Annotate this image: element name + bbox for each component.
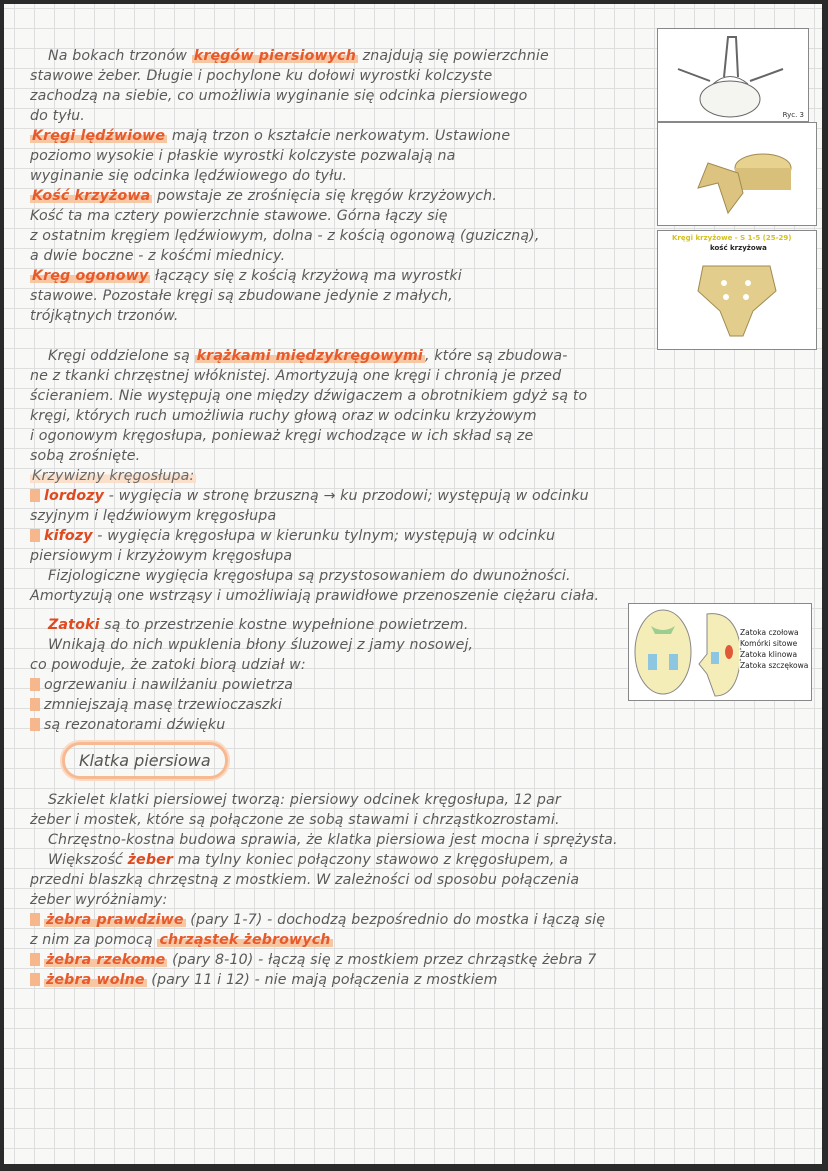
text-line xyxy=(30,106,549,126)
text-segment: a dwie boczne - z kośćmi miednicy. xyxy=(30,248,286,264)
key-term: lordozy xyxy=(44,488,105,504)
text-line xyxy=(30,186,549,206)
text-line xyxy=(30,206,549,226)
text-line xyxy=(30,910,618,930)
text-segment: ma tylny koniec połączony stawowo z kręgosłupem, a xyxy=(173,852,569,868)
text-line xyxy=(30,126,549,146)
text-line xyxy=(30,950,618,970)
text-line xyxy=(30,306,549,326)
sacrum-image xyxy=(657,230,817,350)
section-sinuses xyxy=(30,615,473,735)
text-segment: - wygięcia w stronę brzuszną → ku przodowi; występują w odcinku xyxy=(104,488,589,504)
bullet-marker xyxy=(30,678,40,691)
vertebra-drawing xyxy=(658,29,808,121)
lumbar-vertebra-image xyxy=(657,122,817,226)
text-line xyxy=(30,586,599,606)
text-line xyxy=(30,635,473,655)
text-segment: Fizjologiczne wygięcia kręgosłupa są przystosowaniem do dwunożności. xyxy=(48,568,571,584)
highlighted-term: Kość krzyżowa xyxy=(32,188,151,204)
bullet-marker xyxy=(30,698,40,711)
text-line xyxy=(30,246,549,266)
highlighted-term: żebra rzekome xyxy=(46,952,166,968)
text-segment: łączący się z kością krzyżową ma wyrostki xyxy=(150,268,462,284)
text-line xyxy=(30,970,618,990)
text-segment: z nim za pomocą xyxy=(30,932,158,948)
text-segment: żeber i mostek, które są połączone ze sobą stawami i chrząstkozrostami. xyxy=(30,812,560,828)
bullet-marker xyxy=(30,529,40,542)
text-line xyxy=(30,346,599,366)
text-segment: mają trzon o kształcie nerkowatym. Ustawione xyxy=(167,128,511,144)
text-line xyxy=(30,870,618,890)
bullet-marker xyxy=(30,953,40,966)
text-segment: ścieraniem. Nie występują one między dźwigaczem a obrotnikiem gdyż są to xyxy=(30,388,588,404)
text-line xyxy=(30,366,599,386)
text-line xyxy=(30,86,549,106)
text-line xyxy=(30,46,549,66)
text-segment: kręgi, których ruch umożliwia ruchy głową oraz w odcinku krzyżowym xyxy=(30,408,537,424)
text-segment: Kręgi oddzielone są xyxy=(48,348,195,364)
text-line xyxy=(30,226,549,246)
sacrum-title: Kręgi krzyżowe - S 1-5 (25-29) xyxy=(672,234,792,242)
text-segment: żeber wyróżniamy: xyxy=(30,892,168,908)
text-segment: przedni blaszką chrzęstną z mostkiem. W zależności od sposobu połączenia xyxy=(30,872,580,888)
bullet-marker xyxy=(30,489,40,502)
highlighted-term: Krzywizny kręgosłupa: xyxy=(32,468,195,484)
text-segment: ne z tkanki chrzęstnej włóknistej. Amortyzują one kręgi i chronią je przed xyxy=(30,368,562,384)
sinus-label: Komórki sitowe xyxy=(740,639,798,648)
text-segment: Kość ta ma cztery powierzchnie stawowe. Górna łączy się xyxy=(30,208,448,224)
text-line xyxy=(30,386,599,406)
text-line xyxy=(30,810,618,830)
text-segment: - wygięcia kręgosłupa w kierunku tylnym; występują w odcinku xyxy=(92,528,556,544)
text-line xyxy=(30,715,473,735)
text-segment: do tyłu. xyxy=(30,108,85,124)
text-segment: znajdują się powierzchnie xyxy=(358,48,549,64)
text-segment: poziomo wysokie i płaskie wyrostki kolczyste pozwalają na xyxy=(30,148,456,164)
highlighted-term: żebra prawdziwe xyxy=(46,912,184,928)
text-segment: (pary 11 i 12) - nie mają połączenia z mostkiem xyxy=(146,972,498,988)
sacrum-subtitle: kość krzyżowa xyxy=(710,244,767,252)
text-line xyxy=(30,675,473,695)
text-segment: (pary 1-7) - dochodzą bezpośrednio do mostka i łączą się xyxy=(185,912,606,928)
text-segment: stawowe żeber. Długie i pochylone ku dołowi wyrostki kolczyste xyxy=(30,68,493,84)
text-line xyxy=(30,546,599,566)
heading-klatka-piersiowa: Klatka piersiowa xyxy=(62,742,228,779)
section-intervertebral-discs xyxy=(30,346,599,606)
bullet-marker xyxy=(30,718,40,731)
text-segment: Amortyzują one wstrząsy i umożliwiają prawidłowe przenoszenie ciężaru ciała. xyxy=(30,588,600,604)
text-segment: powstaje ze zrośnięcia się kręgów krzyżowych. xyxy=(152,188,497,204)
highlighted-term: Kręgi lędźwiowe xyxy=(32,128,166,144)
text-segment: trójkątnych trzonów. xyxy=(30,308,179,324)
text-segment: , które są zbudowa- xyxy=(424,348,568,364)
text-segment: zachodzą na siebie, co umożliwia wyginanie się odcinka piersiowego xyxy=(30,88,528,104)
text-line xyxy=(30,286,549,306)
text-line xyxy=(30,166,549,186)
text-segment: co powoduje, że zatoki biorą udział w: xyxy=(30,657,306,673)
text-segment: są rezonatorami dźwięku xyxy=(44,717,226,733)
text-line xyxy=(30,566,599,586)
text-segment: Szkielet klatki piersiowej tworzą: piersiowy odcinek kręgosłupa, 12 par xyxy=(48,792,561,808)
text-segment: wyginanie się odcinka lędźwiowego do tyłu. xyxy=(30,168,348,184)
highlighted-term: kręgów piersiowych xyxy=(193,48,356,64)
sinus-label: Zatoka czołowa xyxy=(740,628,799,637)
text-segment: Chrzęstno-kostna budowa sprawia, że klatka piersiowa jest mocna i sprężysta. xyxy=(48,832,618,848)
sinus-label: Zatoka klinowa xyxy=(740,650,798,659)
text-segment: Wnikają do nich wpuklenia błony śluzowej z jamy nosowej, xyxy=(48,637,474,653)
highlighted-term: Kręg ogonowy xyxy=(32,268,149,284)
bullet-marker xyxy=(30,913,40,926)
text-line xyxy=(30,146,549,166)
text-segment: zmniejszają masę trzewioczaszki xyxy=(44,697,283,713)
text-line xyxy=(30,695,473,715)
text-segment: z ostatnim kręgiem lędźwiowym, dolna - z kością ogonową (guziczną), xyxy=(30,228,540,244)
text-segment: stawowe. Pozostałe kręgi są zbudowane jedynie z małych, xyxy=(30,288,453,304)
text-line xyxy=(30,66,549,86)
text-line xyxy=(30,655,473,675)
text-line xyxy=(30,506,599,526)
text-segment: piersiowym i krzyżowym kręgosłupa xyxy=(30,548,293,564)
text-line xyxy=(30,850,618,870)
section-thorax xyxy=(30,790,618,990)
text-line xyxy=(30,890,618,910)
text-line xyxy=(30,930,618,950)
text-segment: ogrzewaniu i nawilżaniu powietrza xyxy=(44,677,294,693)
text-segment: (pary 8-10) - łączą się z mostkiem przez chrząstkę żebra 7 xyxy=(167,952,597,968)
image-caption: Ryc. 3 xyxy=(782,111,804,119)
bullet-marker xyxy=(30,973,40,986)
text-line xyxy=(30,266,549,286)
key-term: Zatoki xyxy=(48,617,100,633)
text-line xyxy=(30,446,599,466)
text-line xyxy=(30,526,599,546)
text-segment: szyjnym i lędźwiowym kręgosłupa xyxy=(30,508,277,524)
text-segment: i ogonowym kręgosłupa, ponieważ kręgi wchodzące w ich skład są ze xyxy=(30,428,534,444)
text-line xyxy=(30,486,599,506)
section-vertebrae-types xyxy=(30,46,549,326)
text-line xyxy=(30,466,599,486)
thoracic-vertebra-image xyxy=(657,28,809,122)
text-segment: Na bokach trzonów xyxy=(48,48,192,64)
highlighted-term: żebra wolne xyxy=(46,972,145,988)
sinus-label: Zatoka szczękowa xyxy=(740,661,809,670)
text-segment: Większość xyxy=(48,852,128,868)
text-segment: są to przestrzenie kostne wypełnione powietrzem. xyxy=(99,617,469,633)
text-line xyxy=(30,615,473,635)
notebook-page xyxy=(4,4,822,1164)
text-line xyxy=(30,426,599,446)
highlighted-term: chrząstek żebrowych xyxy=(159,932,331,948)
key-term: żeber xyxy=(127,852,174,868)
text-line xyxy=(30,790,618,810)
text-line xyxy=(30,406,599,426)
sinuses-image xyxy=(628,603,812,701)
text-segment: sobą zrośnięte. xyxy=(30,448,141,464)
text-line xyxy=(30,830,618,850)
highlighted-term: krążkami międzykręgowymi xyxy=(196,348,423,364)
lumbar-vertebra-drawing xyxy=(658,123,816,225)
key-term: kifozy xyxy=(44,528,93,544)
